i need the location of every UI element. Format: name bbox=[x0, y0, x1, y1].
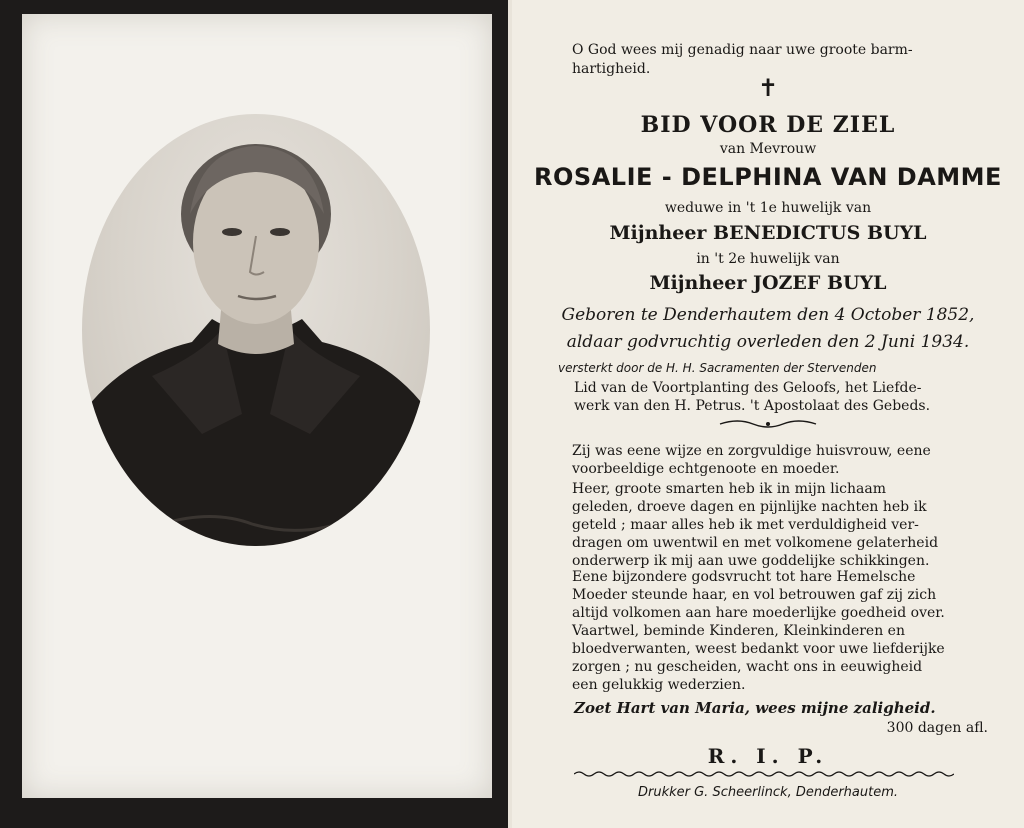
paragraph-line: Eene bijzondere godsvrucht tot hare Hemelsche bbox=[572, 569, 916, 585]
paragraph-devotion bbox=[572, 568, 982, 622]
sacraments-line: versterkt door de H. H. Sacramenten der Stervenden bbox=[558, 361, 877, 375]
prayer-line-1: O God wees mij genadig naar uwe groote barm- bbox=[572, 42, 913, 58]
paragraph-line: Heer, groote smarten heb ik in mijn lichaam bbox=[572, 481, 886, 497]
rip-text: R. I. P. bbox=[707, 744, 829, 768]
membership-line-1: Lid van de Voortplanting des Geloofs, het Liefde- bbox=[574, 380, 922, 396]
heading: BID VOOR DE ZIEL bbox=[640, 112, 896, 138]
paragraph-farewell bbox=[572, 622, 982, 694]
second-husband-name: Mijnheer JOZEF BUYL bbox=[649, 272, 887, 294]
membership-line-2: werk van den H. Petrus. 't Apostolaat des Gebeds. bbox=[574, 398, 931, 414]
title-mevrouw: van Mevrouw bbox=[719, 141, 817, 157]
second-marriage-text: in 't 2e huwelijk van bbox=[696, 251, 840, 267]
cross-icon: ✝ bbox=[757, 74, 779, 102]
photo-card bbox=[22, 14, 492, 798]
paragraph-virtues bbox=[572, 442, 982, 478]
indulgence-note: 300 dagen afl. bbox=[886, 720, 988, 736]
ornament-divider bbox=[718, 418, 818, 430]
paragraph-line: voorbeeldige echtgenoote en moeder. bbox=[572, 461, 840, 477]
portrait-photo bbox=[82, 114, 430, 546]
paragraph-line: een gelukkig wederzien. bbox=[572, 677, 746, 693]
portrait-illustration bbox=[82, 114, 430, 546]
memorial-text-card bbox=[512, 0, 1024, 828]
paragraph-line: bloedverwanten, weest bedankt voor uwe liefderijke bbox=[572, 641, 945, 657]
paragraph-line: Moeder steunde haar, en vol betrouwen gaf zij zich bbox=[572, 587, 937, 603]
paragraph-line: dragen om uwentwil en met volkomene gelaterheid bbox=[572, 535, 939, 551]
mourning-border bbox=[0, 0, 508, 828]
prayer-line-2: hartigheid. bbox=[572, 61, 651, 77]
first-marriage-text: weduwe in 't 1e huwelijk van bbox=[664, 200, 872, 216]
paragraph-line: geteld ; maar alles heb ik met verduldigheid ver- bbox=[572, 517, 919, 533]
paragraph-line: Zij was eene wijze en zorgvuldige huisvrouw, eene bbox=[572, 443, 931, 459]
paragraph-line: altijd volkomen aan hare moederlijke goedheid over. bbox=[572, 605, 945, 621]
printer-credit: Drukker G. Scheerlinck, Denderhautem. bbox=[637, 785, 899, 800]
paragraph-line: Vaartwel, beminde Kinderen, Kleinkinderen en bbox=[572, 623, 905, 639]
paragraph-line: geleden, droeve dagen en pijnlijke nachten heb ik bbox=[572, 499, 927, 515]
wavy-rule bbox=[574, 770, 954, 778]
paragraph-line: zorgen ; nu gescheiden, wacht ons in eeuwigheid bbox=[572, 659, 923, 675]
paragraph-suffering bbox=[572, 480, 982, 570]
paragraph-line: onderwerp ik mij aan uwe goddelijke schikkingen. bbox=[572, 553, 930, 569]
invocation: Zoet Hart van Maria, wees mijne zaligheid. bbox=[574, 699, 936, 717]
birth-line: Geboren te Denderhautem den 4 October 1852, bbox=[561, 305, 975, 325]
deceased-name: ROSALIE - DELPHINA VAN DAMME bbox=[534, 163, 1002, 191]
first-husband-name: Mijnheer BENEDICTUS BUYL bbox=[609, 222, 927, 244]
death-line: aldaar godvruchtig overleden den 2 Juni 1934. bbox=[566, 332, 970, 352]
